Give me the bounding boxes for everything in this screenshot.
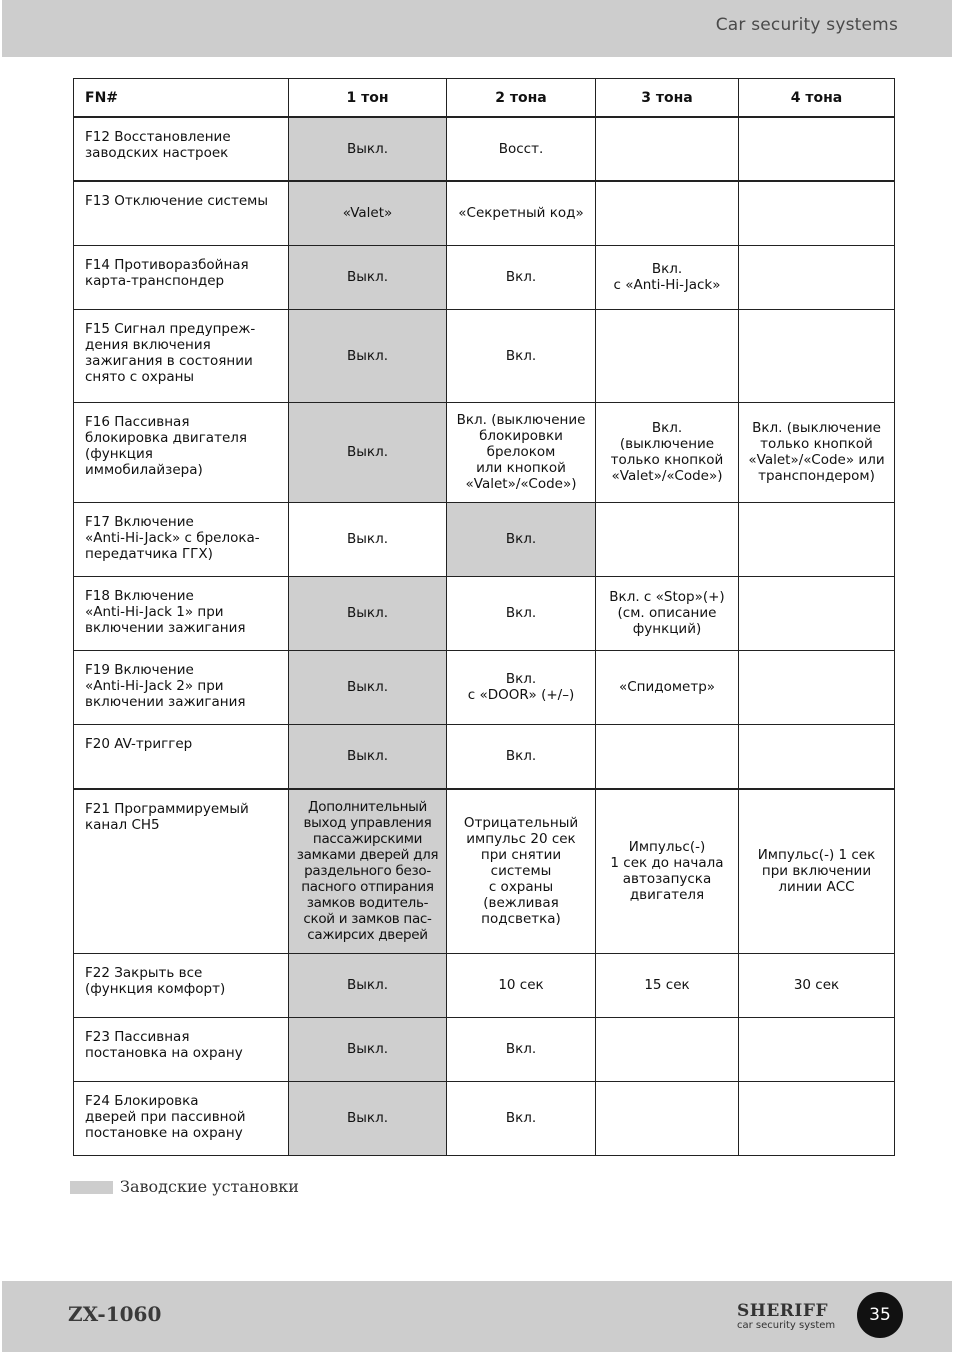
- table-row: [74, 309, 895, 402]
- tone-2-cell: 10 сек: [447, 953, 596, 1017]
- column-header-tone-4: 4 тона: [739, 79, 895, 118]
- brand-logo: [737, 1302, 835, 1331]
- tone-3-cell: Вкл. (выключение только кнопкой «Valet»/«Code»): [596, 402, 739, 502]
- function-table: [73, 78, 895, 1156]
- tone-1-cell: Выкл.: [289, 724, 447, 789]
- tone-2-cell: Восст.: [447, 117, 596, 181]
- brand-name: SHERIFF: [737, 1301, 829, 1321]
- column-header-tone-3: 3 тона: [596, 79, 739, 118]
- tone-2-cell: Вкл. с «DOOR» (+/–): [447, 650, 596, 724]
- fn-cell: F16 Пассивная блокировка двигателя (функция иммобилайзера): [74, 402, 289, 502]
- table-row: [74, 117, 895, 181]
- table-header-row: [74, 79, 895, 118]
- legend-label: Заводские установки: [120, 1177, 299, 1196]
- tone-4-cell: Вкл. (выключение только кнопкой «Valet»/«Code» или транспондером): [739, 402, 895, 502]
- tone-2-cell: Вкл. (выключение блокировки брелоком или кнопкой «Valet»/«Code»): [447, 402, 596, 502]
- table-row: [74, 953, 895, 1017]
- tone-1-cell: Выкл.: [289, 502, 447, 576]
- page-number: 35: [857, 1292, 903, 1338]
- column-header-tone-2: 2 тона: [447, 79, 596, 118]
- fn-cell: F14 Противоразбойная карта-транспондер: [74, 245, 289, 309]
- tone-4-cell: [739, 724, 895, 789]
- tone-2-cell: «Секретный код»: [447, 181, 596, 245]
- column-header-fn: FN#: [74, 79, 289, 118]
- fn-cell: F19 Включение «Anti-Hi-Jack 2» при включении зажигания: [74, 650, 289, 724]
- fn-cell: F18 Включение «Anti-Hi-Jack 1» при включении зажигания: [74, 576, 289, 650]
- tone-1-cell: Выкл.: [289, 650, 447, 724]
- tone-2-cell: Отрицательный импульс 20 сек при снятии системы с охраны (вежливая подсветка): [447, 789, 596, 953]
- tone-4-cell: [739, 1017, 895, 1081]
- tone-4-cell: [739, 576, 895, 650]
- tone-2-cell: Вкл.: [447, 309, 596, 402]
- tone-2-cell: Вкл.: [447, 502, 596, 576]
- tone-2-cell: Вкл.: [447, 1081, 596, 1155]
- tone-3-cell: [596, 181, 739, 245]
- header-band: [2, 0, 952, 57]
- tone-3-cell: «Спидометр»: [596, 650, 739, 724]
- tone-3-cell: [596, 724, 739, 789]
- fn-cell: F24 Блокировка дверей при пассивной постановке на охрану: [74, 1081, 289, 1155]
- brand-tagline: car security system: [737, 1320, 836, 1331]
- tone-3-cell: Вкл. с «Anti-Hi-Jack»: [596, 245, 739, 309]
- tone-1-cell: «Valet»: [289, 181, 447, 245]
- fn-cell: F12 Восстановление заводских настроек: [74, 117, 289, 181]
- tone-3-cell: Вкл. с «Stop»(+) (см. описание функций): [596, 576, 739, 650]
- tone-1-cell: Выкл.: [289, 245, 447, 309]
- table-row: [74, 650, 895, 724]
- fn-cell: F23 Пассивная постановка на охрану: [74, 1017, 289, 1081]
- tone-1-cell: Выкл.: [289, 402, 447, 502]
- table-row: [74, 576, 895, 650]
- fn-cell: F20 AV-триггер: [74, 724, 289, 789]
- tone-3-cell: [596, 1017, 739, 1081]
- tone-2-cell: Вкл.: [447, 576, 596, 650]
- fn-cell: F21 Программируемый канал CH5: [74, 789, 289, 953]
- tone-1-cell: Выкл.: [289, 309, 447, 402]
- tone-3-cell: [596, 1081, 739, 1155]
- tone-4-cell: [739, 1081, 895, 1155]
- legend-swatch: [70, 1181, 113, 1194]
- tone-3-cell: Импульс(-) 1 сек до начала автозапуска двигателя: [596, 789, 739, 953]
- table-row: [74, 245, 895, 309]
- tone-2-cell: Вкл.: [447, 245, 596, 309]
- tone-4-cell: 30 сек: [739, 953, 895, 1017]
- table-row: [74, 402, 895, 502]
- tone-3-cell: [596, 309, 739, 402]
- table-row: [74, 1017, 895, 1081]
- fn-cell: F22 Закрыть все (функция комфорт): [74, 953, 289, 1017]
- tone-4-cell: Импульс(-) 1 сек при включении линии АСС: [739, 789, 895, 953]
- tone-1-cell: Выкл.: [289, 576, 447, 650]
- tone-1-cell: Выкл.: [289, 1017, 447, 1081]
- table-row: [74, 1081, 895, 1155]
- column-header-tone-1: 1 тон: [289, 79, 447, 118]
- header-title: Car security systems: [715, 15, 898, 35]
- tone-4-cell: [739, 245, 895, 309]
- tone-2-cell: Вкл.: [447, 1017, 596, 1081]
- tone-3-cell: 15 сек: [596, 953, 739, 1017]
- tone-1-cell: Выкл.: [289, 117, 447, 181]
- tone-4-cell: [739, 502, 895, 576]
- table-row: [74, 181, 895, 245]
- tone-4-cell: [739, 309, 895, 402]
- model-name: ZX-1060: [68, 1302, 162, 1326]
- tone-2-cell: Вкл.: [447, 724, 596, 789]
- fn-cell: F15 Сигнал предупреж- дения включения зажигания в состоянии снято с охраны: [74, 309, 289, 402]
- fn-cell: F13 Отключение системы: [74, 181, 289, 245]
- fn-cell: F17 Включение «Anti-Hi-Jack» с брелока- передатчика ГГХ): [74, 502, 289, 576]
- tone-4-cell: [739, 650, 895, 724]
- table-row: [74, 502, 895, 576]
- tone-4-cell: [739, 181, 895, 245]
- table-row: [74, 789, 895, 953]
- table-row: [74, 724, 895, 789]
- tone-3-cell: [596, 117, 739, 181]
- tone-4-cell: [739, 117, 895, 181]
- tone-3-cell: [596, 502, 739, 576]
- tone-1-cell: Выкл.: [289, 1081, 447, 1155]
- tone-1-cell: Дополнительный выход управления пассажирскими замками дверей для раздельного безо- пасного отпирания замков водитель- ской и замков пас- сажирсих дверей: [289, 789, 447, 953]
- tone-1-cell: Выкл.: [289, 953, 447, 1017]
